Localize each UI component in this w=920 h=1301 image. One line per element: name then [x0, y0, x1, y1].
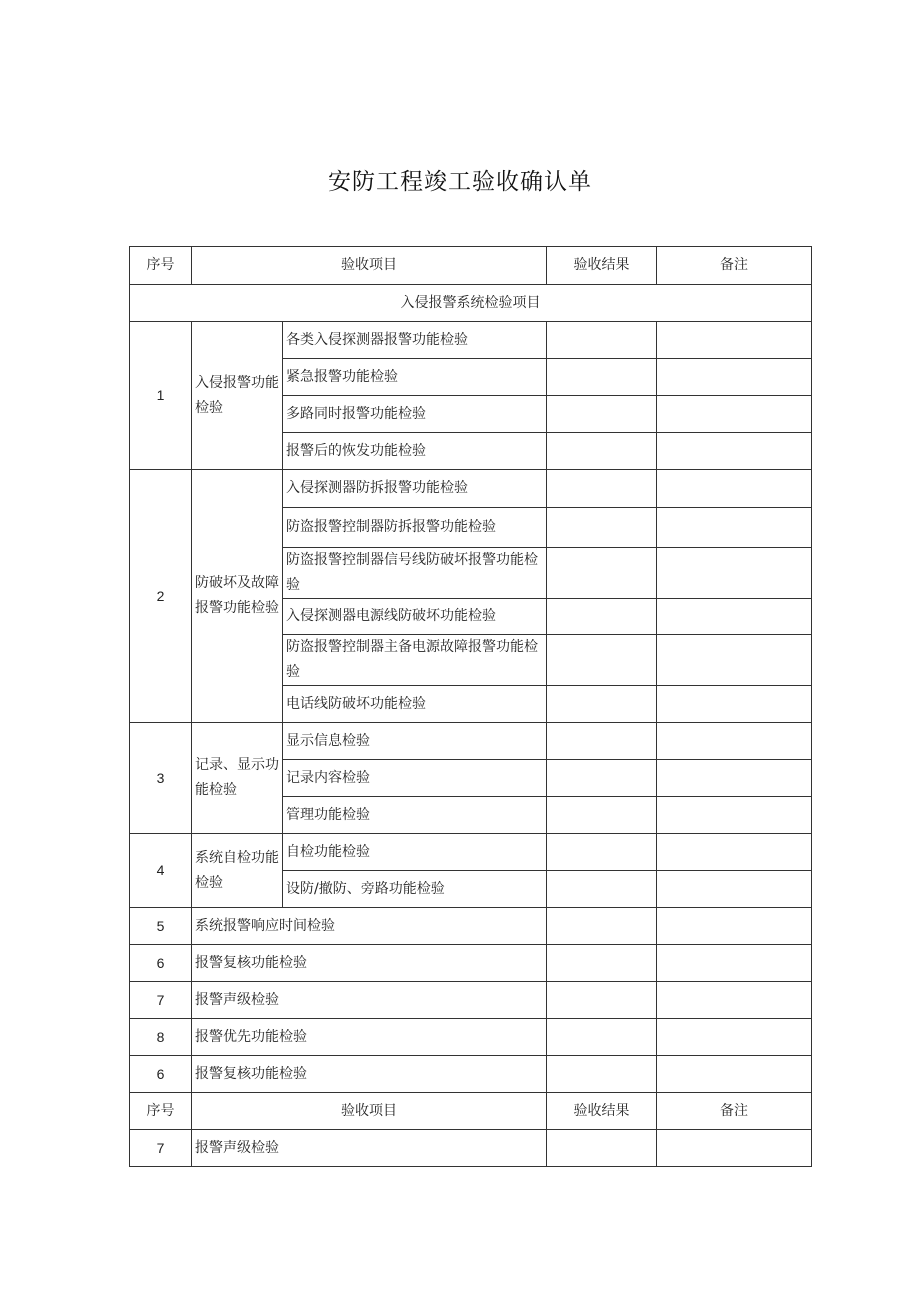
- check-item: 报警复核功能检验: [192, 1056, 547, 1093]
- result-cell[interactable]: [547, 686, 657, 723]
- remark-cell[interactable]: [657, 322, 812, 359]
- header-no: 序号: [130, 247, 192, 285]
- check-item: 多路同时报警功能检验: [283, 396, 547, 433]
- row-number: 8: [130, 1019, 192, 1056]
- check-item: 显示信息检验: [283, 723, 547, 760]
- table-row: [130, 723, 812, 760]
- group-category: 入侵报警功能检验: [192, 322, 283, 470]
- result-cell[interactable]: [547, 433, 657, 470]
- row-number: 6: [130, 1056, 192, 1093]
- check-item: 电话线防破坏功能检验: [283, 686, 547, 723]
- table-row: [130, 945, 812, 982]
- result-cell[interactable]: [547, 871, 657, 908]
- row-number: 5: [130, 908, 192, 945]
- remark-cell[interactable]: [657, 797, 812, 834]
- group-number: 2: [130, 470, 192, 723]
- result-cell[interactable]: [547, 1130, 657, 1167]
- table-row: [130, 834, 812, 871]
- result-cell[interactable]: [547, 396, 657, 433]
- section-row: [130, 285, 812, 322]
- table-row: [130, 470, 812, 508]
- remark-cell[interactable]: [657, 1019, 812, 1056]
- result-cell[interactable]: [547, 322, 657, 359]
- check-item: 记录内容检验: [283, 760, 547, 797]
- section-title: 入侵报警系统检验项目: [130, 285, 812, 322]
- row-number: 7: [130, 1130, 192, 1167]
- result-cell[interactable]: [547, 908, 657, 945]
- remark-cell[interactable]: [657, 548, 812, 599]
- group-category: 记录、显示功能检验: [192, 723, 283, 834]
- check-item: 入侵探测器防拆报警功能检验: [283, 470, 547, 508]
- page-title: 安防工程竣工验收确认单: [328, 169, 592, 195]
- header-remark: 备注: [657, 1093, 812, 1130]
- table-row: [130, 1056, 812, 1093]
- remark-cell[interactable]: [657, 982, 812, 1019]
- remark-cell[interactable]: [657, 433, 812, 470]
- result-cell[interactable]: [547, 470, 657, 508]
- group-category: 防破坏及故障报警功能检验: [192, 470, 283, 723]
- group-category: 系统自检功能检验: [192, 834, 283, 908]
- remark-cell[interactable]: [657, 723, 812, 760]
- remark-cell[interactable]: [657, 945, 812, 982]
- group-number: 1: [130, 322, 192, 470]
- acceptance-table: [129, 246, 812, 1167]
- result-cell[interactable]: [547, 1056, 657, 1093]
- header-row: [130, 247, 812, 285]
- check-item: 报警声级检验: [192, 982, 547, 1019]
- remark-cell[interactable]: [657, 396, 812, 433]
- row-number: 7: [130, 982, 192, 1019]
- table-row: [130, 908, 812, 945]
- result-cell[interactable]: [547, 635, 657, 686]
- table-row: [130, 1019, 812, 1056]
- remark-cell[interactable]: [657, 508, 812, 548]
- result-cell[interactable]: [547, 834, 657, 871]
- result-cell[interactable]: [547, 359, 657, 396]
- remark-cell[interactable]: [657, 908, 812, 945]
- header-item: 验收项目: [192, 247, 547, 285]
- header-item: 验收项目: [192, 1093, 547, 1130]
- check-item: 管理功能检验: [283, 797, 547, 834]
- remark-cell[interactable]: [657, 1056, 812, 1093]
- group-number: 4: [130, 834, 192, 908]
- remark-cell[interactable]: [657, 599, 812, 635]
- table-row: [130, 322, 812, 359]
- result-cell[interactable]: [547, 982, 657, 1019]
- header-row: [130, 1093, 812, 1130]
- remark-cell[interactable]: [657, 1130, 812, 1167]
- check-item: 报警优先功能检验: [192, 1019, 547, 1056]
- check-item: 报警复核功能检验: [192, 945, 547, 982]
- table-row: [130, 1130, 812, 1167]
- result-cell[interactable]: [547, 945, 657, 982]
- result-cell[interactable]: [547, 1019, 657, 1056]
- result-cell[interactable]: [547, 797, 657, 834]
- remark-cell[interactable]: [657, 871, 812, 908]
- remark-cell[interactable]: [657, 760, 812, 797]
- header-result: 验收结果: [547, 1093, 657, 1130]
- result-cell[interactable]: [547, 760, 657, 797]
- remark-cell[interactable]: [657, 359, 812, 396]
- check-item: 防盗报警控制器主备电源故障报警功能检验: [283, 635, 547, 686]
- result-cell[interactable]: [547, 548, 657, 599]
- remark-cell[interactable]: [657, 635, 812, 686]
- remark-cell[interactable]: [657, 834, 812, 871]
- result-cell[interactable]: [547, 723, 657, 760]
- check-item: 紧急报警功能检验: [283, 359, 547, 396]
- check-item: 防盗报警控制器信号线防破坏报警功能检验: [283, 548, 547, 599]
- group-number: 3: [130, 723, 192, 834]
- remark-cell[interactable]: [657, 470, 812, 508]
- header-no: 序号: [130, 1093, 192, 1130]
- result-cell[interactable]: [547, 508, 657, 548]
- check-item: 报警声级检验: [192, 1130, 547, 1167]
- remark-cell[interactable]: [657, 686, 812, 723]
- check-item: 设防/撤防、旁路功能检验: [283, 871, 547, 908]
- check-item: 入侵探测器电源线防破坏功能检验: [283, 599, 547, 635]
- row-number: 6: [130, 945, 192, 982]
- check-item: 各类入侵探测器报警功能检验: [283, 322, 547, 359]
- table-row: [130, 982, 812, 1019]
- check-item: 系统报警响应时间检验: [192, 908, 547, 945]
- check-item: 自检功能检验: [283, 834, 547, 871]
- header-result: 验收结果: [547, 247, 657, 285]
- header-remark: 备注: [657, 247, 812, 285]
- result-cell[interactable]: [547, 599, 657, 635]
- check-item: 防盗报警控制器防拆报警功能检验: [283, 508, 547, 548]
- check-item: 报警后的恢发功能检验: [283, 433, 547, 470]
